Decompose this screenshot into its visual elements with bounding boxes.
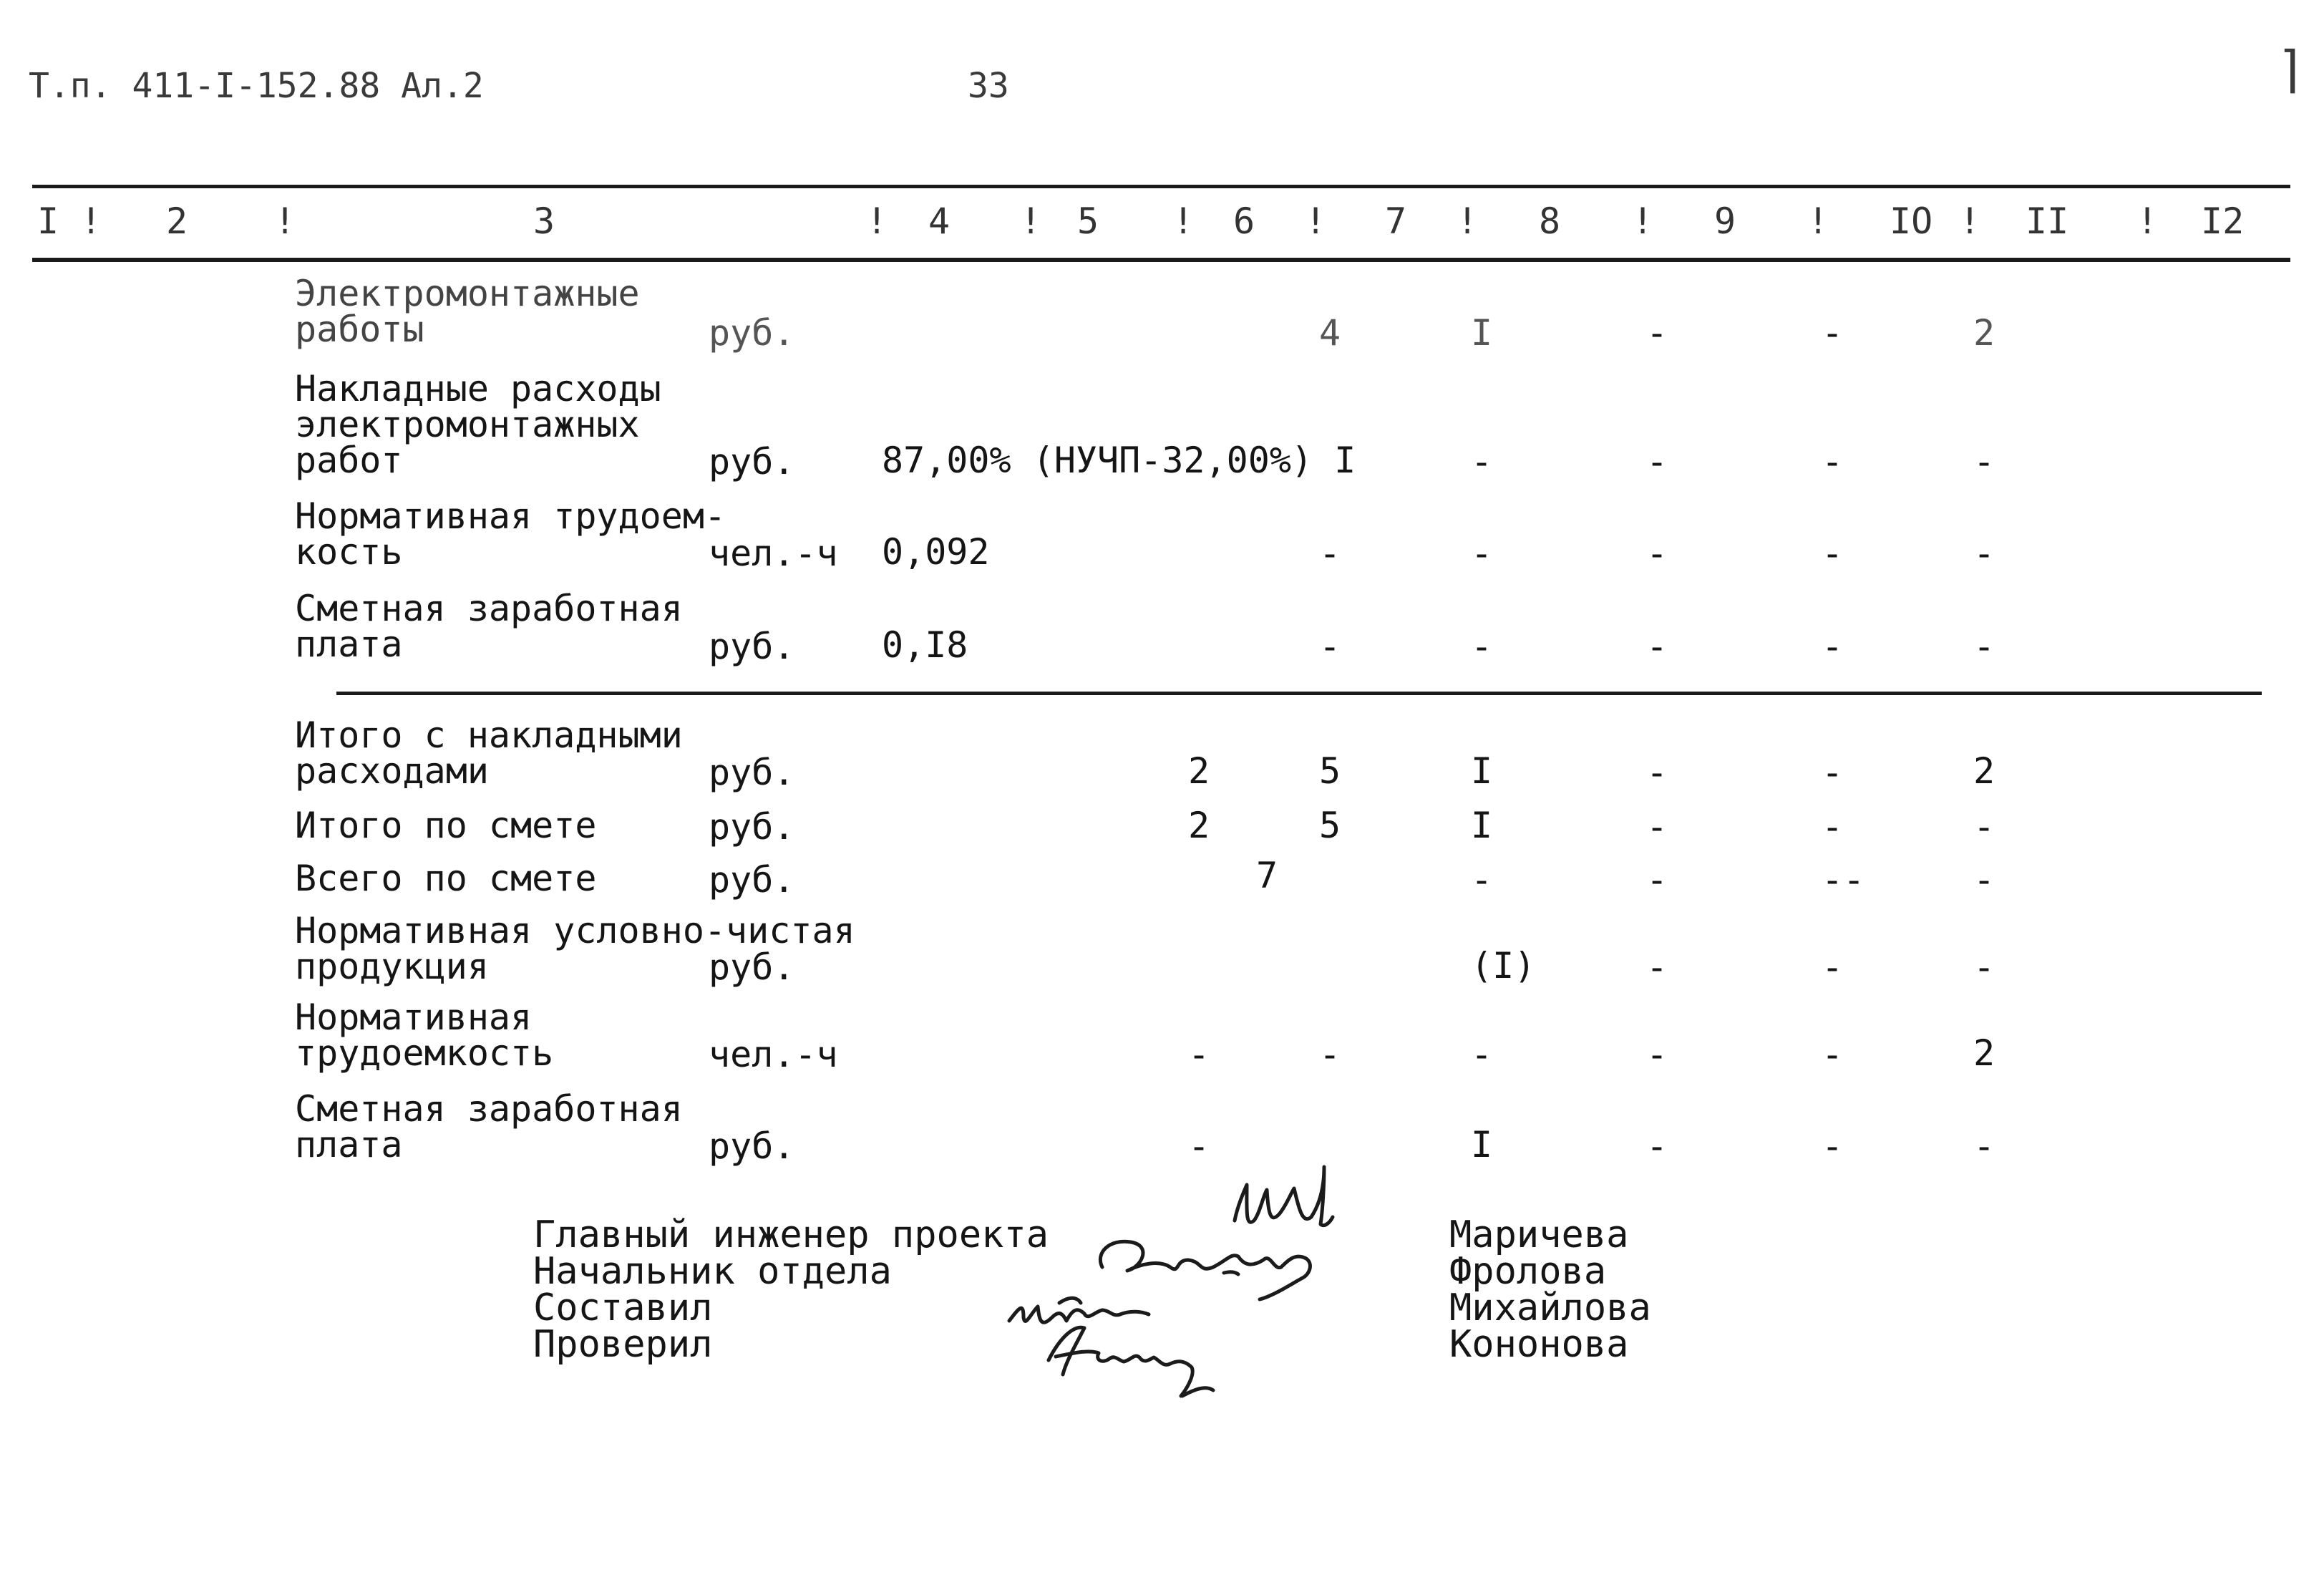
row-label: Нормативная трудоем- кость bbox=[295, 495, 726, 573]
column-separator: ! bbox=[1172, 200, 1195, 242]
row-label: Сметная заработная плата bbox=[295, 588, 683, 665]
cell-col11: - bbox=[1973, 946, 1995, 988]
cell-col9: - bbox=[1646, 1125, 1668, 1167]
row-label: Всего по смете bbox=[295, 858, 597, 899]
cell-col9: - bbox=[1646, 626, 1668, 667]
cell-rate: 0,092 bbox=[882, 531, 990, 573]
signature-name: Михайлова bbox=[1449, 1286, 1651, 1329]
cell-col7: - bbox=[1319, 533, 1341, 574]
column-number: 5 bbox=[1077, 200, 1099, 242]
signature-marks bbox=[988, 1145, 1389, 1417]
cell-col9: - bbox=[1646, 1034, 1668, 1075]
cell-col11: 2 bbox=[1973, 1032, 1995, 1074]
row-label: Итого с накладными расходами bbox=[295, 714, 683, 792]
cell-col7: 5 bbox=[1319, 750, 1341, 792]
cell-col11: 2 bbox=[1973, 750, 1995, 792]
column-separator: ! bbox=[274, 200, 296, 242]
cell-col8: I bbox=[1471, 312, 1493, 354]
row-label: Нормативная трудоемкость bbox=[295, 997, 554, 1074]
column-separator: ! bbox=[1305, 200, 1327, 242]
section-divider bbox=[336, 692, 2262, 695]
cell-col10: - bbox=[1822, 441, 1844, 483]
cell-col7: - bbox=[1319, 626, 1341, 667]
cell-col6: - bbox=[1188, 1034, 1210, 1075]
row-unit: руб. bbox=[709, 1125, 795, 1167]
cell-col8: - bbox=[1471, 441, 1493, 483]
signature-role: Начальник отдела bbox=[533, 1250, 892, 1293]
row-unit: руб. bbox=[709, 752, 795, 793]
cell-col8: - bbox=[1471, 859, 1493, 901]
cell-col10: - bbox=[1822, 752, 1844, 793]
cell-col6: - bbox=[1188, 1125, 1210, 1167]
cell-rate: 0,I8 bbox=[882, 624, 968, 666]
signature-name: Кононова bbox=[1449, 1323, 1629, 1366]
row-unit: руб. bbox=[709, 946, 795, 988]
page-number: 33 bbox=[968, 66, 1009, 106]
cell-col9: - bbox=[1646, 752, 1668, 793]
signature-name: Фролова bbox=[1449, 1250, 1607, 1293]
cell-col8: I bbox=[1471, 750, 1493, 792]
signature-name: Маричева bbox=[1449, 1213, 1629, 1256]
row-unit: руб. bbox=[709, 806, 795, 848]
cell-col7: 5 bbox=[1319, 805, 1341, 846]
row-label: Нормативная условно-чистая продукция bbox=[295, 910, 855, 987]
row-label: Сметная заработная плата bbox=[295, 1088, 683, 1165]
column-number: 2 bbox=[166, 200, 188, 242]
cell-col10: - bbox=[1822, 533, 1844, 574]
cell-col11: 2 bbox=[1973, 312, 1995, 354]
column-number: 9 bbox=[1714, 200, 1736, 242]
cell-col7: 4 bbox=[1319, 312, 1341, 354]
column-separator: ! bbox=[1020, 200, 1042, 242]
cell-col10: - bbox=[1822, 626, 1844, 667]
column-number: I bbox=[37, 200, 59, 242]
cell-col7: - bbox=[1319, 1034, 1341, 1075]
corner-mark: ⌉ bbox=[2276, 40, 2307, 99]
cell-col8: - bbox=[1471, 533, 1493, 574]
column-number: IO bbox=[1890, 200, 1933, 242]
cell-col11: - bbox=[1973, 533, 1995, 574]
cell-col8: - bbox=[1471, 1034, 1493, 1075]
header-bottom-rule bbox=[32, 258, 2290, 262]
cell-col10: - bbox=[1822, 312, 1844, 354]
column-number: 6 bbox=[1233, 200, 1255, 242]
column-separator: ! bbox=[1959, 200, 1981, 242]
cell-col9: - bbox=[1646, 441, 1668, 483]
column-separator: ! bbox=[1807, 200, 1829, 242]
cell-col11: - bbox=[1973, 1125, 1995, 1167]
column-separator: ! bbox=[80, 200, 102, 242]
cell-col8: (I) bbox=[1471, 945, 1536, 987]
row-unit: руб. bbox=[709, 441, 795, 483]
cell-col8: I bbox=[1471, 1124, 1493, 1165]
cell-col10: -- bbox=[1822, 859, 1865, 901]
row-unit: руб. bbox=[709, 859, 795, 901]
cell-col6: 2 bbox=[1188, 805, 1210, 846]
row-unit: руб. bbox=[709, 626, 795, 667]
cell-col9: - bbox=[1646, 312, 1668, 354]
cell-col8: I bbox=[1471, 805, 1493, 846]
row-label: Накладные расходы электромонтажных работ bbox=[295, 368, 661, 481]
cell-col9: - bbox=[1646, 859, 1668, 901]
cell-col10: - bbox=[1822, 1125, 1844, 1167]
cell-col9: - bbox=[1646, 806, 1668, 848]
row-label: Итого по смете bbox=[295, 805, 597, 846]
document-reference: Т.п. 411-I-152.88 Ал.2 bbox=[29, 66, 484, 106]
row-unit: чел.-ч bbox=[709, 1034, 838, 1075]
column-number: 3 bbox=[533, 200, 555, 242]
column-separator: ! bbox=[866, 200, 888, 242]
cell-col11: - bbox=[1973, 859, 1995, 901]
cell-col11: - bbox=[1973, 441, 1995, 483]
cell-col9: - bbox=[1646, 946, 1668, 988]
cell-rate: 87,00% (НУЧП-32,00%) I bbox=[882, 440, 1356, 481]
cell-col10: - bbox=[1822, 806, 1844, 848]
signature-role: Главный инженер проекта bbox=[533, 1213, 1049, 1256]
column-number: II bbox=[2026, 200, 2069, 242]
signature-role: Проверил bbox=[533, 1323, 713, 1366]
column-number: 4 bbox=[928, 200, 950, 242]
column-number: 7 bbox=[1385, 200, 1407, 242]
row-unit: чел.-ч bbox=[709, 533, 838, 574]
column-separator: ! bbox=[2136, 200, 2159, 242]
cell-col9: - bbox=[1646, 533, 1668, 574]
cell-col6: 2 bbox=[1188, 750, 1210, 792]
signature-role: Составил bbox=[533, 1286, 713, 1329]
cell-col10: - bbox=[1822, 946, 1844, 988]
column-number: I2 bbox=[2201, 200, 2245, 242]
column-separator: ! bbox=[1632, 200, 1654, 242]
row-unit: руб. bbox=[709, 312, 795, 354]
column-separator: ! bbox=[1457, 200, 1479, 242]
cell-col6-7: 7 bbox=[1256, 855, 1278, 896]
row-label: Электромонтажные работы bbox=[295, 273, 640, 350]
column-number: 8 bbox=[1539, 200, 1561, 242]
cell-col10: - bbox=[1822, 1034, 1844, 1075]
cell-col8: - bbox=[1471, 626, 1493, 667]
cell-col11: - bbox=[1973, 626, 1995, 667]
top-rule bbox=[32, 185, 2290, 188]
cell-col11: - bbox=[1973, 806, 1995, 848]
